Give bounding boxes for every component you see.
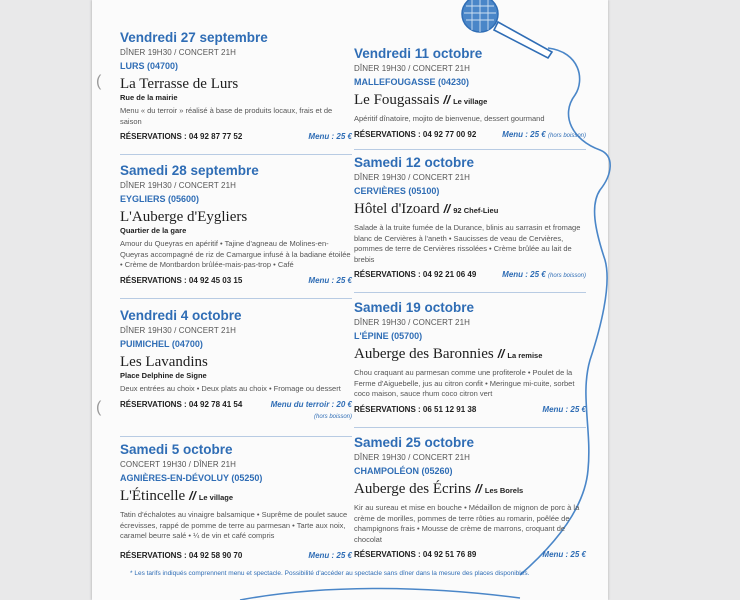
menu-description: Menu « du terroir » réalisé à base de produits locaux, frais et de saison [120, 106, 333, 126]
venue-suffix: La remise [507, 351, 543, 360]
venue-name [120, 208, 352, 226]
event-date: Vendredi 4 octobre [120, 308, 242, 323]
menu-price: Menu : 25 € [542, 404, 586, 414]
venue-title: Hôtel d'Izoard [354, 201, 440, 217]
event-date: Samedi 19 octobre [354, 300, 475, 315]
reservation-line [120, 399, 352, 420]
venue-suffix: 92 Chef-Lieu [453, 206, 499, 215]
reservation-phone: RÉSERVATIONS : 04 92 77 00 92 [354, 129, 477, 139]
event-times: DÎNER 19H30 / CONCERT 21H [120, 181, 237, 190]
price-note: (hors boisson) [313, 413, 352, 420]
event-card [120, 30, 352, 142]
venue-title: Auberge des Écrins [354, 481, 472, 497]
reservation-phone: RÉSERVATIONS : 04 92 21 06 49 [354, 270, 477, 279]
reservation-line [354, 269, 586, 280]
divider [120, 436, 352, 437]
price-label: Menu : 25 € [502, 129, 546, 139]
reservation-line [120, 275, 352, 286]
event-place: L'ÉPINE (05700) [354, 331, 423, 341]
menu-price [502, 269, 586, 282]
event-times: DÎNER 19H30 / CONCERT 21H [354, 64, 471, 73]
reservation-phone: RÉSERVATIONS : 04 92 45 03 15 [120, 275, 243, 285]
divider [354, 427, 586, 428]
venue-title: Le Fougassais [354, 92, 440, 108]
binding-mark: ( [96, 399, 102, 416]
reservation-phone: RÉSERVATIONS : 04 92 78 41 54 [120, 399, 243, 409]
event-date: Samedi 25 octobre [354, 435, 475, 450]
event-card [120, 308, 352, 420]
menu-price: Menu : 25 € [308, 132, 352, 141]
event-date: Samedi 12 octobre [354, 155, 475, 170]
reservation-line [120, 131, 352, 142]
venue-separator: // [443, 93, 451, 107]
venue-street: Place Delphine de Signe [120, 371, 207, 380]
venue-name [120, 75, 352, 93]
venue-name [354, 480, 586, 500]
menu-price: Menu : 25 € [542, 550, 586, 559]
reservation-phone: RÉSERVATIONS : 04 92 58 90 70 [120, 550, 243, 560]
event-card [354, 155, 586, 280]
venue-name [120, 353, 352, 371]
event-place: AGNIÈRES-EN-DÉVOLUY (05250) [120, 473, 263, 483]
menu-description: Amour du Queyras en apéritif • Tajine d'agneau de Molines-en-Queyras accompagné de riz de Camargue infusé à la badiane étoilée • Crème de Montbardon brûlée-mais-pas-trop • Café [120, 239, 351, 269]
event-place: EYGLIERS (05600) [120, 194, 200, 204]
price-label: Menu du terroir : 20 € [270, 399, 352, 409]
venue-suffix: Le village [198, 493, 234, 502]
event-times: DÎNER 19H30 / CONCERT 21H [120, 48, 237, 57]
menu-price: Menu : 25 € [308, 275, 352, 285]
event-card [354, 46, 586, 140]
event-date: Samedi 5 octobre [120, 442, 233, 457]
event-place: CERVIÈRES (05100) [354, 186, 440, 196]
venue-title: L'Étincelle [120, 488, 186, 504]
menu-description: Deux entrées au choix • Deux plats au choix • Fromage ou dessert [120, 384, 341, 393]
menu-price: Menu : 25 € [308, 550, 352, 560]
binding-mark: ( [96, 73, 102, 90]
price-label: Menu : 25 € [502, 270, 546, 279]
reservation-phone: RÉSERVATIONS : 04 92 51 76 89 [354, 550, 477, 559]
footnote: * Les tarifs indiqués comprennent menu et spectacle. Possibilité d'accéder au spectacle sans dîner dans la mesure des places disponibles. [130, 570, 530, 577]
price-note: (hors boisson) [547, 132, 586, 139]
event-card [120, 442, 352, 561]
venue-street: Rue de la mairie [120, 93, 178, 102]
divider [120, 154, 352, 155]
reservation-line [354, 549, 586, 560]
venue-title: La Terrasse de Lurs [120, 76, 239, 92]
menu-price [271, 399, 352, 423]
divider [354, 292, 586, 293]
reservation-phone: RÉSERVATIONS : 06 51 12 91 38 [354, 404, 477, 414]
venue-title: L'Auberge d'Eygliers [120, 209, 248, 225]
event-card [354, 300, 586, 415]
event-place: LURS (04700) [120, 61, 179, 71]
reservation-line [354, 129, 586, 140]
event-date: Samedi 28 septembre [120, 163, 259, 178]
venue-separator: // [443, 202, 451, 216]
venue-title: Auberge des Baronnies [354, 346, 494, 362]
menu-price [502, 129, 586, 142]
reservation-phone: RÉSERVATIONS : 04 92 87 77 52 [120, 132, 243, 141]
event-date: Vendredi 27 septembre [120, 30, 268, 45]
venue-separator: // [497, 347, 505, 361]
event-times: DÎNER 19H30 / CONCERT 21H [354, 453, 471, 462]
reservation-line [354, 404, 586, 415]
event-date: Vendredi 11 octobre [354, 46, 483, 61]
menu-description: Kir au sureau et mise en bouche • Médaillon de mignon de porc à la crème de morilles, pommes de terre rôties au romarin, poêlée de champignons frais • Mousse de crème de marrons, croquant de chocolat [354, 503, 580, 544]
event-times: DÎNER 19H30 / CONCERT 21H [354, 318, 471, 327]
menu-description: Chou craquant au parmesan comme une profiterole • Poulet de la Ferme d'Aiguebelle, jus au citron confit • Meringue mi-cuite, sorbet coco maison, sauce rhum coco citron vert [354, 368, 575, 398]
menu-description: Apéritif dînatoire, mojito de bienvenue, dessert gourmand [354, 114, 545, 123]
menu-description: Salade à la truite fumée de la Durance, blinis au sarrasin et fromage blanc de Cervières à l'aneth • Saucisses de veau de Cervières, pommes de terre de Cervières rissolées • Crème brûlée au lait de brebis [354, 223, 581, 264]
event-times: DÎNER 19H30 / CONCERT 21H [120, 326, 237, 335]
menu-description: Tatin d'échalotes au vinaigre balsamique • Suprême de poulet sauce écrevisses, rappé de pomme de terre au parmesan • Tarte aux noix, caramel beurre salé • ¼ de vin et café compris [120, 510, 348, 540]
venue-suffix: Le village [453, 97, 488, 106]
venue-suffix: Les Borels [484, 486, 524, 495]
venue-name [354, 345, 586, 365]
event-times: DÎNER 19H30 / CONCERT 21H [354, 173, 471, 182]
venue-name [354, 91, 586, 111]
venue-title: Les Lavandins [120, 354, 208, 370]
divider [120, 298, 352, 299]
venue-name [120, 487, 352, 507]
venue-separator: // [475, 482, 482, 496]
venue-street: Quartier de la gare [120, 226, 187, 235]
event-card [120, 163, 352, 286]
reservation-line [120, 550, 352, 561]
event-place: CHAMPOLÉON (05260) [354, 466, 453, 476]
event-place: PUIMICHEL (04700) [120, 339, 203, 349]
divider [354, 149, 586, 150]
price-note: (hors boisson) [547, 273, 586, 279]
venue-name [354, 200, 586, 220]
venue-separator: // [189, 489, 196, 503]
event-times: CONCERT 19H30 / DÎNER 21H [120, 460, 237, 469]
event-card [354, 435, 586, 560]
event-place: MALLEFOUGASSE (04230) [354, 77, 470, 87]
